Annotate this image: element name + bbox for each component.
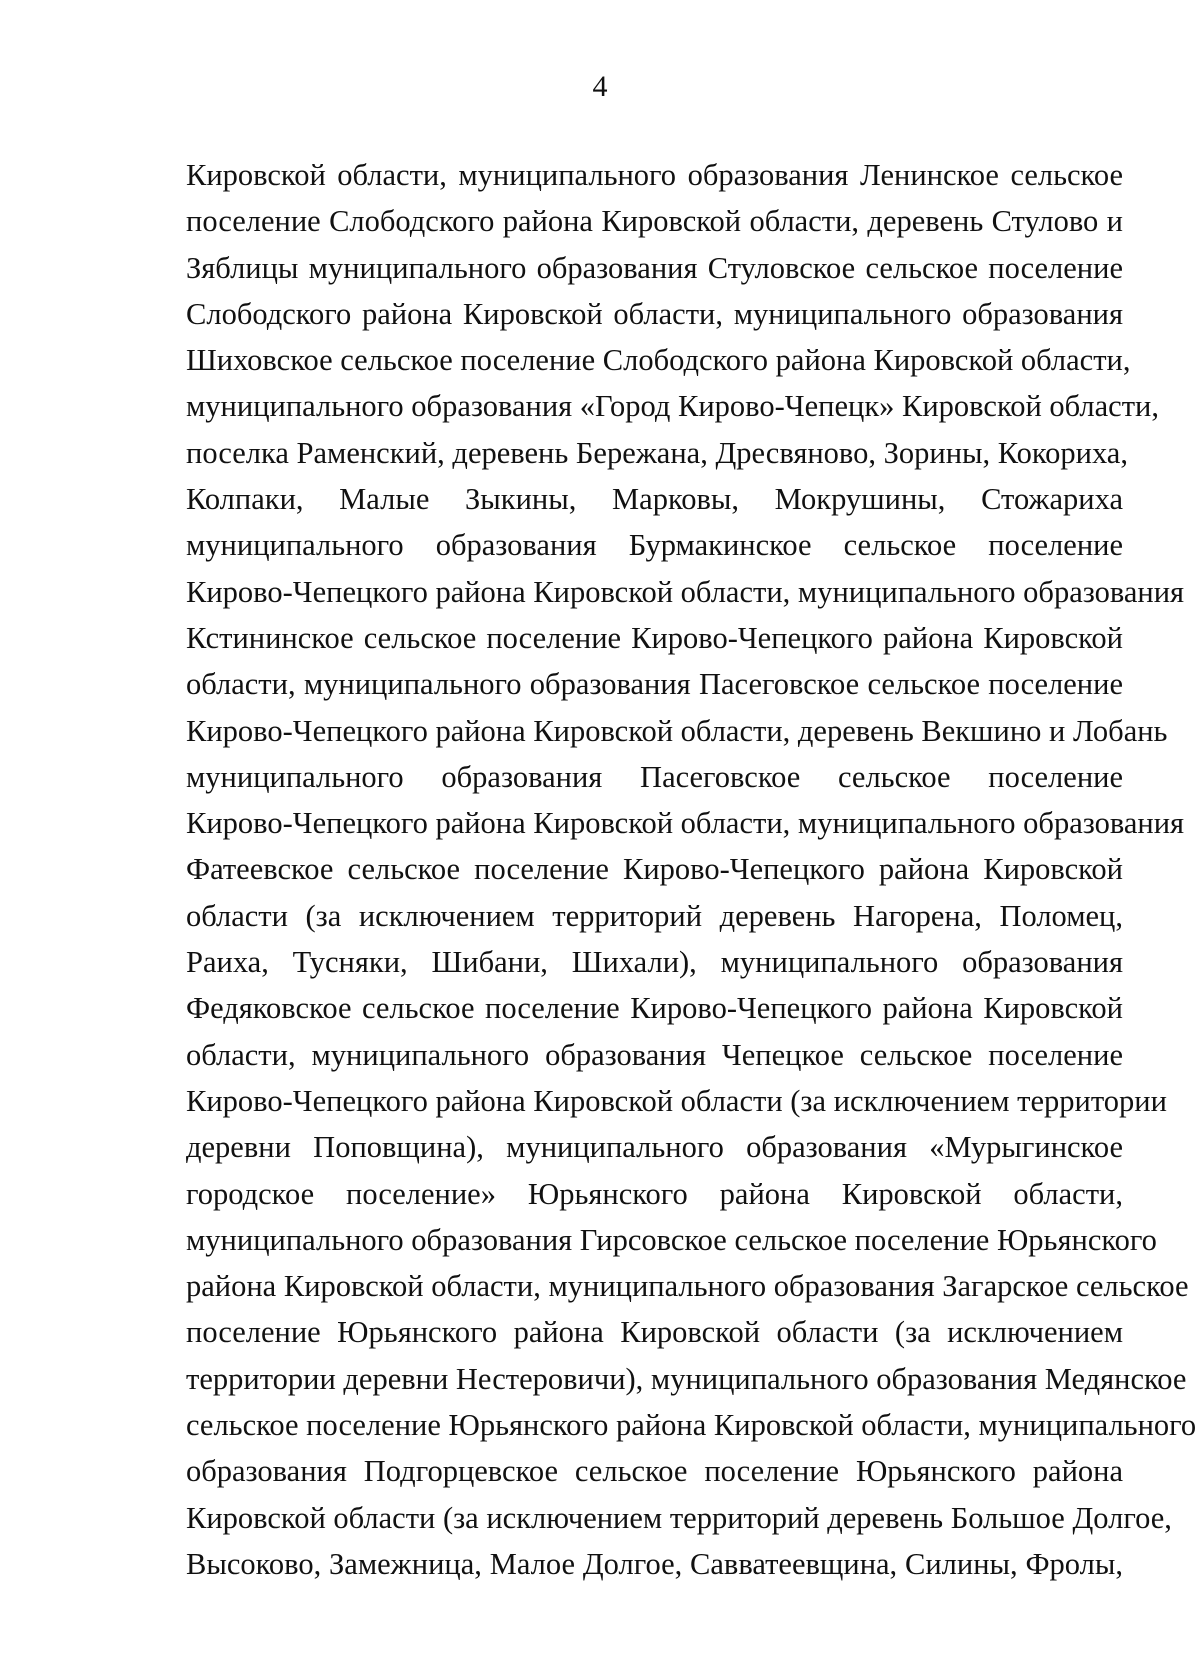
text-line: области, муниципального образования Пасеговское сельское поселение [186, 667, 1123, 702]
body-text [186, 152, 1197, 1587]
text-line: территории деревни Нестеровичи), муниципального образования Медянское [186, 1361, 1187, 1396]
text-line: Кирово-Чепецкого района Кировской области, деревень Векшино и Лобань [186, 713, 1168, 748]
text-line: Раиха, Тусняки, Шибани, Шихали), муниципального образования [186, 945, 1123, 980]
text-line: муниципального образования Бурмакинское сельское поселение [186, 528, 1123, 563]
text-line: Кировской области (за исключением территорий деревень Большое Долгое, [186, 1500, 1172, 1535]
text-line: сельское поселение Юрьянского района Кировской области, муниципального [186, 1408, 1197, 1443]
text-line: Кирово-Чепецкого района Кировской области, муниципального образования [186, 574, 1185, 609]
text-line: Кировской области, муниципального образования Ленинское сельское [186, 158, 1123, 192]
text-line: муниципального образования Гирсовское сельское поселение Юрьянского [186, 1222, 1157, 1257]
text-line: Кирово-Чепецкого района Кировской области, муниципального образования [186, 806, 1185, 841]
text-line: поселка Раменский, деревень Бережана, Дресвяново, Зорины, Кокориха, [186, 435, 1128, 470]
text-line: муниципального образования «Город Кирово-Чепецк» Кировской области, [186, 389, 1159, 424]
text-line: городское поселение» Юрьянского района Кировской области, [186, 1176, 1123, 1211]
text-line: муниципального образования Пасеговское сельское поселение [186, 759, 1123, 794]
text-line: Колпаки, Малые Зыкины, Марковы, Мокрушины, Стожариха [186, 482, 1123, 517]
text-line: Высоково, Замежница, Малое Долгое, Савватеевщина, Силины, Фролы, [186, 1546, 1123, 1581]
text-line: Зяблицы муниципального образования Стуловское сельское поселение [186, 250, 1123, 285]
text-line: Слободского района Кировской области, муниципального образования [186, 296, 1123, 331]
text-line: деревни Поповщина), муниципального образования «Мурыгинское [186, 1130, 1123, 1165]
page-number: 4 [592, 70, 608, 103]
text-line: Фатеевское сельское поселение Кирово-Чепецкого района Кировской [186, 852, 1123, 887]
text-line: района Кировской области, муниципального образования Загарское сельское [186, 1269, 1189, 1304]
text-line: Кстининское сельское поселение Кирово-Чепецкого района Кировской [186, 620, 1123, 655]
text-line: Кирово-Чепецкого района Кировской области (за исключением территории [186, 1083, 1167, 1118]
text-line: Шиховское сельское поселение Слободского района Кировской области, [186, 343, 1131, 378]
text-line: области, муниципального образования Чепецкое сельское поселение [186, 1037, 1123, 1072]
text-line: области (за исключением территорий деревень Нагорена, Поломец, [186, 898, 1123, 933]
text-line: образования Подгорцевское сельское поселение Юрьянского района [186, 1454, 1123, 1489]
text-line: Федяковское сельское поселение Кирово-Чепецкого района Кировской [186, 991, 1123, 1026]
text-line: поселение Юрьянского района Кировской области (за исключением [186, 1315, 1123, 1350]
text-line: поселение Слободского района Кировской области, деревень Стулово и [186, 204, 1123, 239]
